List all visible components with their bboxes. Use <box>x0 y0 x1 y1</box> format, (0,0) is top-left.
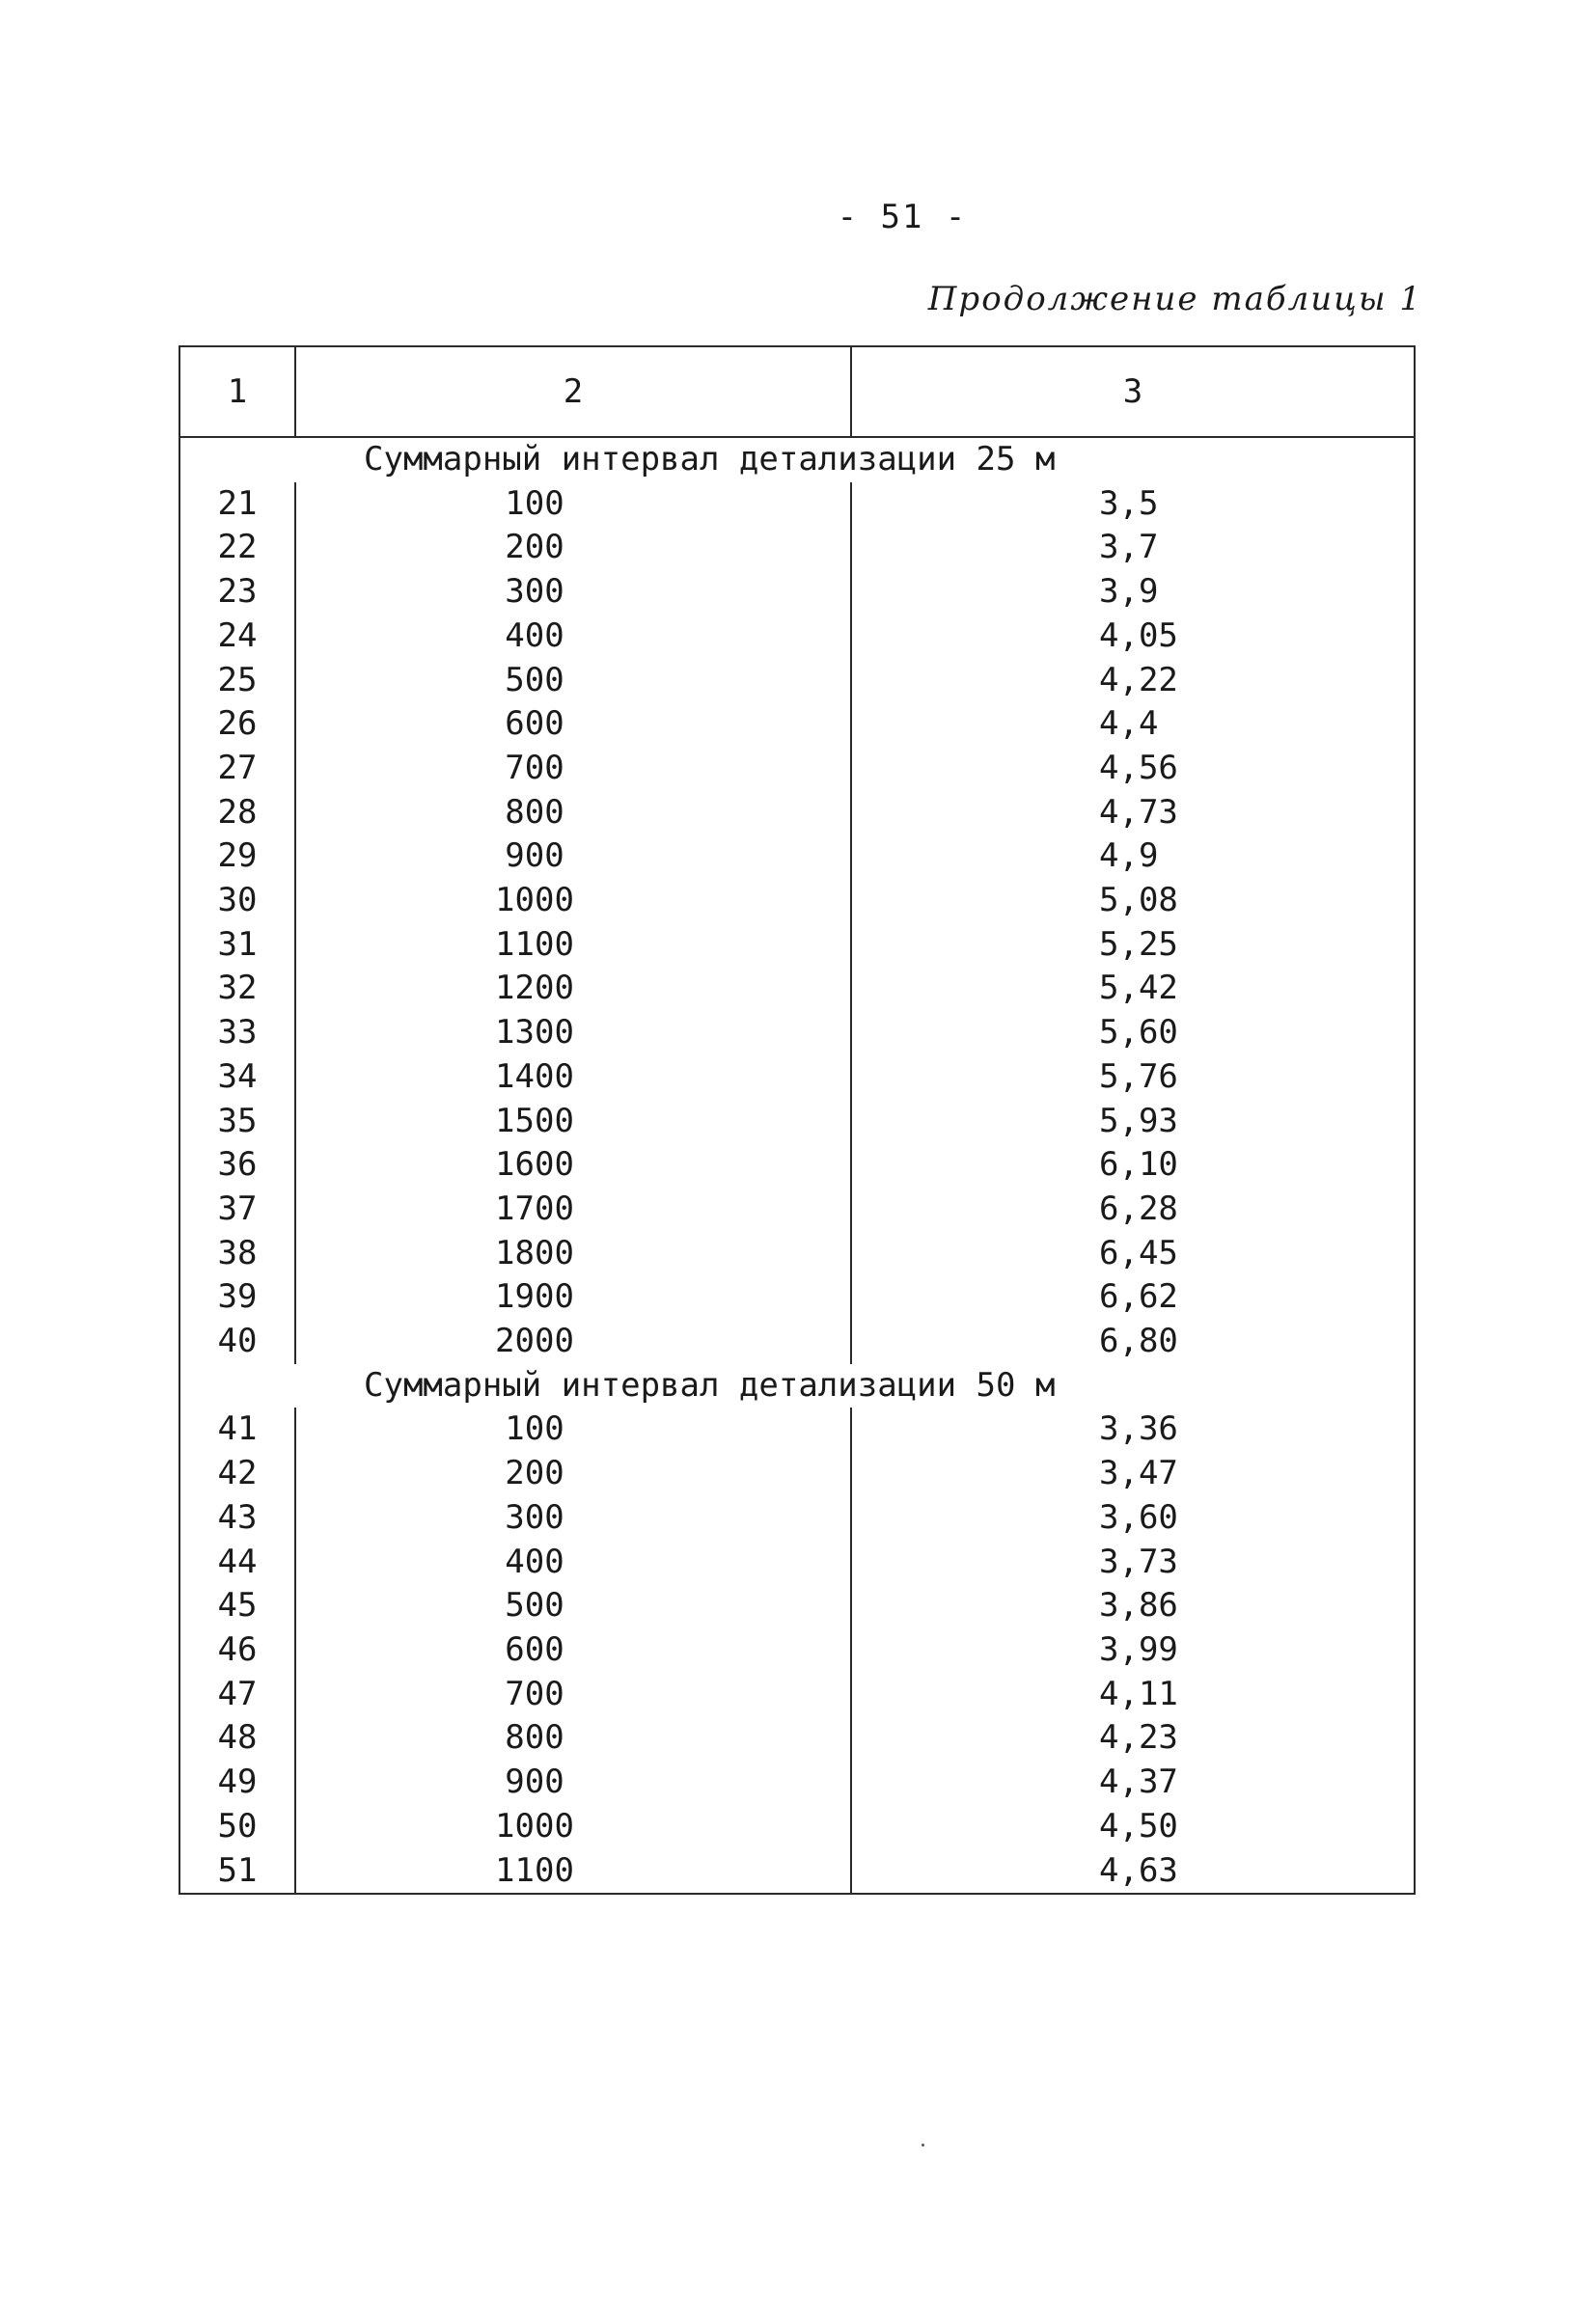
row-number-cell: 35 <box>179 1100 295 1144</box>
row-number-cell: 44 <box>179 1541 295 1585</box>
row-number-cell: 37 <box>179 1188 295 1232</box>
interval-cell: 200 <box>295 1452 851 1496</box>
table-row <box>179 702 1415 747</box>
table-row <box>179 1408 1415 1452</box>
value-cell: 4,05 <box>851 615 1415 659</box>
column-header-2: 2 <box>295 346 851 437</box>
row-number-cell: 39 <box>179 1275 295 1320</box>
row-number-cell: 47 <box>179 1673 295 1717</box>
section-header-row <box>179 1364 1415 1408</box>
table-caption: Продолжение таблицы 1 <box>927 280 1422 318</box>
table-row <box>179 923 1415 968</box>
interval-cell: 1900 <box>295 1275 851 1320</box>
table-row <box>179 482 1415 527</box>
table-row <box>179 1541 1415 1585</box>
table-row <box>179 747 1415 791</box>
interval-cell: 900 <box>295 1761 851 1805</box>
table-header <box>179 346 1415 437</box>
value-cell: 4,9 <box>851 834 1415 879</box>
table-row <box>179 615 1415 659</box>
page-number: - 51 - <box>837 198 968 236</box>
row-number-cell: 21 <box>179 482 295 527</box>
interval-cell: 800 <box>295 1716 851 1761</box>
row-number-cell: 45 <box>179 1584 295 1628</box>
table-row <box>179 1188 1415 1232</box>
value-cell: 6,80 <box>851 1320 1415 1364</box>
value-cell: 3,99 <box>851 1628 1415 1673</box>
value-cell: 3,47 <box>851 1452 1415 1496</box>
value-cell: 3,7 <box>851 526 1415 570</box>
table-row <box>179 1673 1415 1717</box>
table-row <box>179 1055 1415 1100</box>
row-number-cell: 33 <box>179 1011 295 1055</box>
interval-cell: 300 <box>295 1496 851 1541</box>
interval-cell: 1300 <box>295 1011 851 1055</box>
interval-cell: 1100 <box>295 1849 851 1895</box>
row-number-cell: 48 <box>179 1716 295 1761</box>
value-cell: 3,36 <box>851 1408 1415 1452</box>
section-header-row <box>179 437 1415 482</box>
row-number-cell: 34 <box>179 1055 295 1100</box>
interval-cell: 1000 <box>295 879 851 923</box>
table-row <box>179 526 1415 570</box>
row-number-cell: 28 <box>179 791 295 835</box>
row-number-cell: 51 <box>179 1849 295 1895</box>
value-cell: 4,63 <box>851 1849 1415 1895</box>
interval-cell: 500 <box>295 659 851 703</box>
value-cell: 4,37 <box>851 1761 1415 1805</box>
table-row <box>179 1628 1415 1673</box>
interval-cell: 500 <box>295 1584 851 1628</box>
interval-cell: 1700 <box>295 1188 851 1232</box>
row-number-cell: 46 <box>179 1628 295 1673</box>
value-cell: 4,50 <box>851 1805 1415 1849</box>
value-cell: 4,11 <box>851 1673 1415 1717</box>
interval-cell: 1100 <box>295 923 851 968</box>
data-table <box>179 345 1416 1895</box>
interval-cell: 600 <box>295 1628 851 1673</box>
value-cell: 6,10 <box>851 1143 1415 1188</box>
table-row <box>179 1275 1415 1320</box>
value-cell: 3,9 <box>851 570 1415 615</box>
row-number-cell: 30 <box>179 879 295 923</box>
table-row <box>179 1584 1415 1628</box>
table-row <box>179 1011 1415 1055</box>
section-title: Суммарный интервал детализации 25 м <box>179 437 1415 482</box>
interval-cell: 1600 <box>295 1143 851 1188</box>
table-row <box>179 1320 1415 1364</box>
table-row <box>179 1100 1415 1144</box>
table-row <box>179 1496 1415 1541</box>
interval-cell: 700 <box>295 1673 851 1717</box>
interval-cell: 1200 <box>295 967 851 1011</box>
table-row <box>179 1232 1415 1276</box>
interval-cell: 200 <box>295 526 851 570</box>
row-number-cell: 25 <box>179 659 295 703</box>
table-row <box>179 1716 1415 1761</box>
row-number-cell: 22 <box>179 526 295 570</box>
interval-cell: 700 <box>295 747 851 791</box>
interval-cell: 1800 <box>295 1232 851 1276</box>
row-number-cell: 32 <box>179 967 295 1011</box>
interval-cell: 1000 <box>295 1805 851 1849</box>
value-cell: 4,73 <box>851 791 1415 835</box>
interval-cell: 300 <box>295 570 851 615</box>
table-row <box>179 1452 1415 1496</box>
scan-speck <box>922 2144 924 2146</box>
value-cell: 4,56 <box>851 747 1415 791</box>
row-number-cell: 41 <box>179 1408 295 1452</box>
interval-cell: 400 <box>295 615 851 659</box>
value-cell: 4,22 <box>851 659 1415 703</box>
row-number-cell: 49 <box>179 1761 295 1805</box>
row-number-cell: 24 <box>179 615 295 659</box>
interval-cell: 2000 <box>295 1320 851 1364</box>
interval-cell: 100 <box>295 482 851 527</box>
header-row <box>179 346 1415 437</box>
value-cell: 5,42 <box>851 967 1415 1011</box>
row-number-cell: 38 <box>179 1232 295 1276</box>
row-number-cell: 36 <box>179 1143 295 1188</box>
table-row <box>179 879 1415 923</box>
row-number-cell: 23 <box>179 570 295 615</box>
section-title: Суммарный интервал детализации 50 м <box>179 1364 1415 1408</box>
table-row <box>179 791 1415 835</box>
row-number-cell: 50 <box>179 1805 295 1849</box>
value-cell: 6,45 <box>851 1232 1415 1276</box>
row-number-cell: 29 <box>179 834 295 879</box>
value-cell: 5,76 <box>851 1055 1415 1100</box>
value-cell: 4,4 <box>851 702 1415 747</box>
value-cell: 6,28 <box>851 1188 1415 1232</box>
table-row <box>179 1849 1415 1895</box>
value-cell: 5,93 <box>851 1100 1415 1144</box>
row-number-cell: 31 <box>179 923 295 968</box>
value-cell: 5,08 <box>851 879 1415 923</box>
value-cell: 3,60 <box>851 1496 1415 1541</box>
table-row <box>179 1805 1415 1849</box>
table-row <box>179 1143 1415 1188</box>
value-cell: 5,60 <box>851 1011 1415 1055</box>
interval-cell: 900 <box>295 834 851 879</box>
value-cell: 5,25 <box>851 923 1415 968</box>
row-number-cell: 27 <box>179 747 295 791</box>
interval-cell: 800 <box>295 791 851 835</box>
interval-cell: 600 <box>295 702 851 747</box>
table-row <box>179 659 1415 703</box>
table-row <box>179 570 1415 615</box>
table-row <box>179 967 1415 1011</box>
column-header-3: 3 <box>851 346 1415 437</box>
interval-cell: 100 <box>295 1408 851 1452</box>
row-number-cell: 26 <box>179 702 295 747</box>
value-cell: 6,62 <box>851 1275 1415 1320</box>
table-body <box>179 437 1415 1894</box>
row-number-cell: 43 <box>179 1496 295 1541</box>
value-cell: 3,5 <box>851 482 1415 527</box>
table-row <box>179 834 1415 879</box>
interval-cell: 1400 <box>295 1055 851 1100</box>
value-cell: 4,23 <box>851 1716 1415 1761</box>
table-row <box>179 1761 1415 1805</box>
row-number-cell: 40 <box>179 1320 295 1364</box>
row-number-cell: 42 <box>179 1452 295 1496</box>
column-header-1: 1 <box>179 346 295 437</box>
interval-cell: 400 <box>295 1541 851 1585</box>
value-cell: 3,86 <box>851 1584 1415 1628</box>
value-cell: 3,73 <box>851 1541 1415 1585</box>
interval-cell: 1500 <box>295 1100 851 1144</box>
